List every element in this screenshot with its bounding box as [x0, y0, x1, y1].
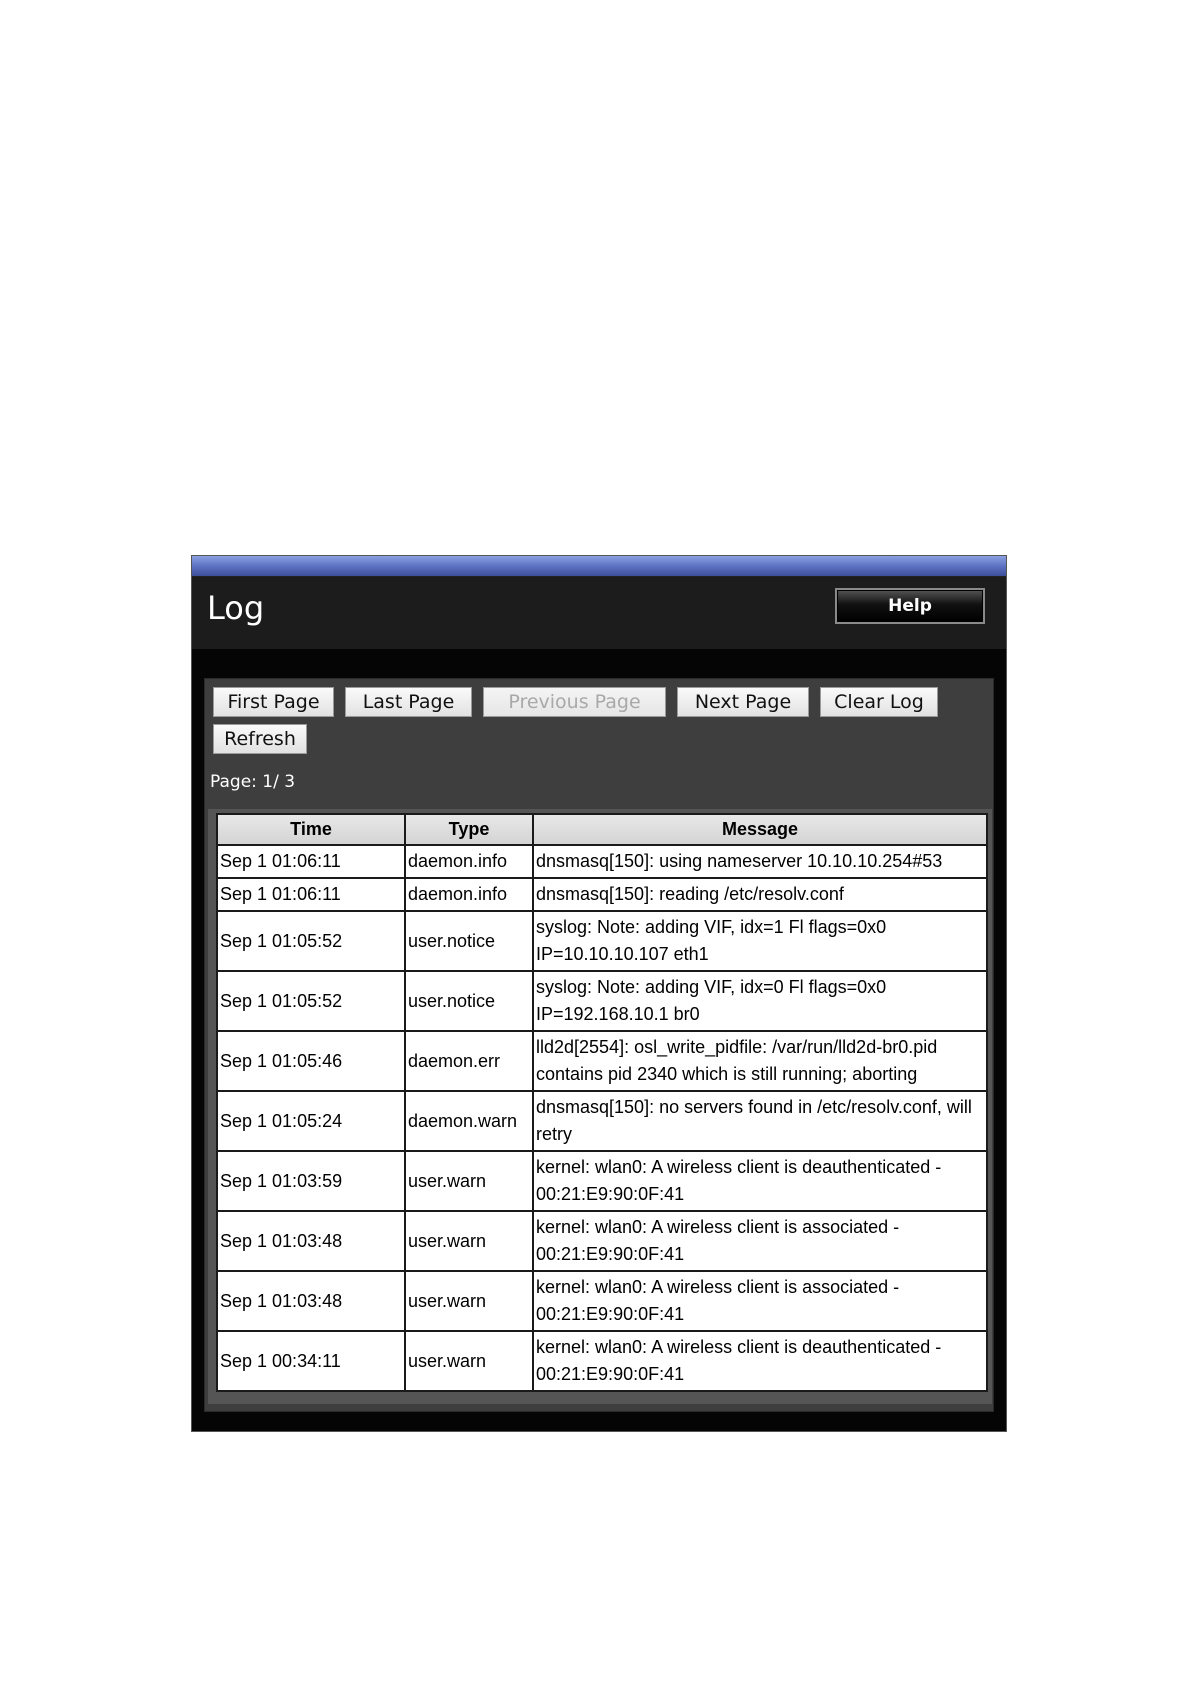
table-row — [218, 1272, 986, 1330]
log-window — [191, 555, 1007, 1432]
time-cell: Sep 1 01:06:11 — [218, 846, 404, 877]
message-cell: dnsmasq[150]: using nameserver 10.10.10.254#53 — [534, 846, 986, 877]
message-cell: lld2d[2554]: osl_write_pidfile: /var/run/lld2d-br0.pid contains pid 2340 which is still running; aborting — [534, 1032, 986, 1090]
type-cell: daemon.err — [406, 1032, 532, 1090]
type-cell: daemon.info — [406, 846, 532, 877]
time-cell: Sep 1 01:05:52 — [218, 912, 404, 970]
column-header-type: Type — [406, 815, 532, 844]
table-row — [218, 879, 986, 910]
window-header — [192, 577, 1006, 649]
page-indicator: Page: 1/ 3 — [210, 772, 296, 792]
last-page-button[interactable]: Last Page — [345, 687, 472, 717]
table-row — [218, 912, 986, 970]
column-header-time: Time — [218, 815, 404, 844]
message-cell: kernel: wlan0: A wireless client is associated - 00:21:E9:90:0F:41 — [534, 1272, 986, 1330]
time-cell: Sep 1 01:06:11 — [218, 879, 404, 910]
log-table-container — [208, 809, 992, 1404]
message-cell: dnsmasq[150]: no servers found in /etc/resolv.conf, will retry — [534, 1092, 986, 1150]
log-table — [216, 813, 988, 1392]
time-cell: Sep 1 01:05:52 — [218, 972, 404, 1030]
message-cell: kernel: wlan0: A wireless client is deauthenticated - 00:21:E9:90:0F:41 — [534, 1152, 986, 1210]
time-cell: Sep 1 00:34:11 — [218, 1332, 404, 1390]
time-cell: Sep 1 01:05:24 — [218, 1092, 404, 1150]
refresh-button[interactable]: Refresh — [213, 724, 307, 754]
message-cell: kernel: wlan0: A wireless client is deauthenticated - 00:21:E9:90:0F:41 — [534, 1332, 986, 1390]
type-cell: user.warn — [406, 1152, 532, 1210]
type-cell: daemon.warn — [406, 1092, 532, 1150]
type-cell: user.warn — [406, 1272, 532, 1330]
previous-page-button[interactable]: Previous Page — [483, 687, 666, 717]
message-cell: dnsmasq[150]: reading /etc/resolv.conf — [534, 879, 986, 910]
type-cell: daemon.info — [406, 879, 532, 910]
message-cell: kernel: wlan0: A wireless client is associated - 00:21:E9:90:0F:41 — [534, 1212, 986, 1270]
type-cell: user.notice — [406, 972, 532, 1030]
clear-log-button[interactable]: Clear Log — [820, 687, 938, 717]
table-header-row — [218, 815, 986, 844]
table-row — [218, 1212, 986, 1270]
type-cell: user.warn — [406, 1332, 532, 1390]
time-cell: Sep 1 01:03:48 — [218, 1272, 404, 1330]
table-row — [218, 972, 986, 1030]
next-page-button[interactable]: Next Page — [677, 687, 809, 717]
time-cell: Sep 1 01:05:46 — [218, 1032, 404, 1090]
window-top-bar — [192, 556, 1006, 577]
message-cell: syslog: Note: adding VIF, idx=0 Fl flags=0x0 IP=192.168.10.1 br0 — [534, 972, 986, 1030]
message-cell: syslog: Note: adding VIF, idx=1 Fl flags=0x0 IP=10.10.10.107 eth1 — [534, 912, 986, 970]
type-cell: user.warn — [406, 1212, 532, 1270]
page-title: Log — [207, 589, 265, 627]
table-row — [218, 1092, 986, 1150]
help-button[interactable]: Help — [835, 588, 985, 624]
type-cell: user.notice — [406, 912, 532, 970]
first-page-button[interactable]: First Page — [213, 687, 334, 717]
table-row — [218, 1152, 986, 1210]
table-row — [218, 1032, 986, 1090]
table-row — [218, 846, 986, 877]
log-panel — [204, 678, 994, 1412]
column-header-message: Message — [534, 815, 986, 844]
time-cell: Sep 1 01:03:59 — [218, 1152, 404, 1210]
table-row — [218, 1332, 986, 1390]
time-cell: Sep 1 01:03:48 — [218, 1212, 404, 1270]
